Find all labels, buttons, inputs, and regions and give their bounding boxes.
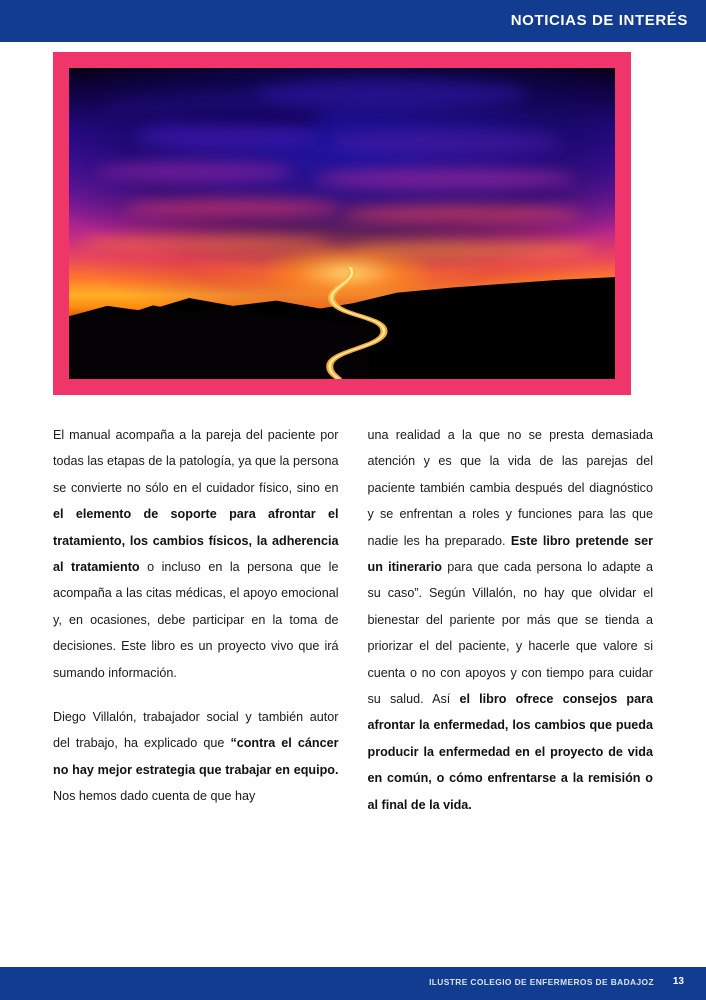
body-text: El manual acompaña a la pareja del paciente por todas las etapas de la patología, ya que la persona se convierte no sólo en el cuidador físico, sino en xyxy=(53,428,339,495)
article-paragraph xyxy=(368,422,654,818)
page-section-title: NOTICIAS DE INTERÉS xyxy=(510,12,688,29)
emphasized-text: el libro ofrece consejos para afrontar la enfermedad, los cambios que pueda producir la enfermedad en el proyecto de vida en común, o cómo enfrentarse a la remisión o al final de la vida. xyxy=(367,692,653,812)
article-column-left xyxy=(53,422,339,818)
body-text: para que cada persona lo adapte a su caso”. Según Villalón, no hay que olvidar el bienestar del pariente por más que se tienda a priorizar el del paciente, y hacerle que valore si cuenta o no con apoyos y con tiempo para cuidar su salud. Así xyxy=(367,560,653,707)
footer-bar xyxy=(0,967,706,1000)
emphasized-text: el elemento de soporte para afrontar el tratamiento, los cambios físicos, la adherencia al tratamiento xyxy=(53,507,339,575)
emphasized-text: Este libro pretende ser un itinerario xyxy=(367,533,653,575)
body-text: Diego Villalón, trabajador social y también autor del trabajo, ha explicado que xyxy=(53,710,339,751)
article-paragraph xyxy=(53,704,339,810)
footer-organization-label: ILUSTRE COLEGIO DE ENFERMEROS DE BADAJOZ xyxy=(429,977,654,987)
cloud-band-icon xyxy=(96,161,293,183)
body-text: una realidad a la que no se presta demasiada atención y es que la vida de las parejas del paciente también cambia después del diagnóstico y se enfrentan a roles y funciones para las que nadie les ha preparado. xyxy=(367,428,653,548)
article-column-right xyxy=(368,422,654,818)
body-text: Nos hemos dado cuenta de que hay xyxy=(53,789,256,804)
article-body xyxy=(53,422,653,818)
page-number: 13 xyxy=(672,976,684,987)
body-text: o incluso en la persona que le acompaña a las citas médicas, el apoyo emocional y, en ocasiones, debe participar en la toma de decisiones. Este libro es un proyecto vivo que irá sumando información. xyxy=(53,560,339,680)
cloud-band-icon xyxy=(135,124,321,149)
cloud-band-icon xyxy=(124,199,342,218)
sunset-landscape-image xyxy=(69,68,615,379)
cloud-band-icon xyxy=(315,168,577,190)
hero-image-frame xyxy=(53,52,631,395)
winding-road xyxy=(276,267,418,379)
cloud-band-icon xyxy=(331,130,560,155)
header-bar xyxy=(0,0,706,42)
article-paragraph xyxy=(53,422,339,686)
emphasized-text: “contra el cáncer no hay mejor estrategia que trabajar en equipo. xyxy=(53,736,339,777)
